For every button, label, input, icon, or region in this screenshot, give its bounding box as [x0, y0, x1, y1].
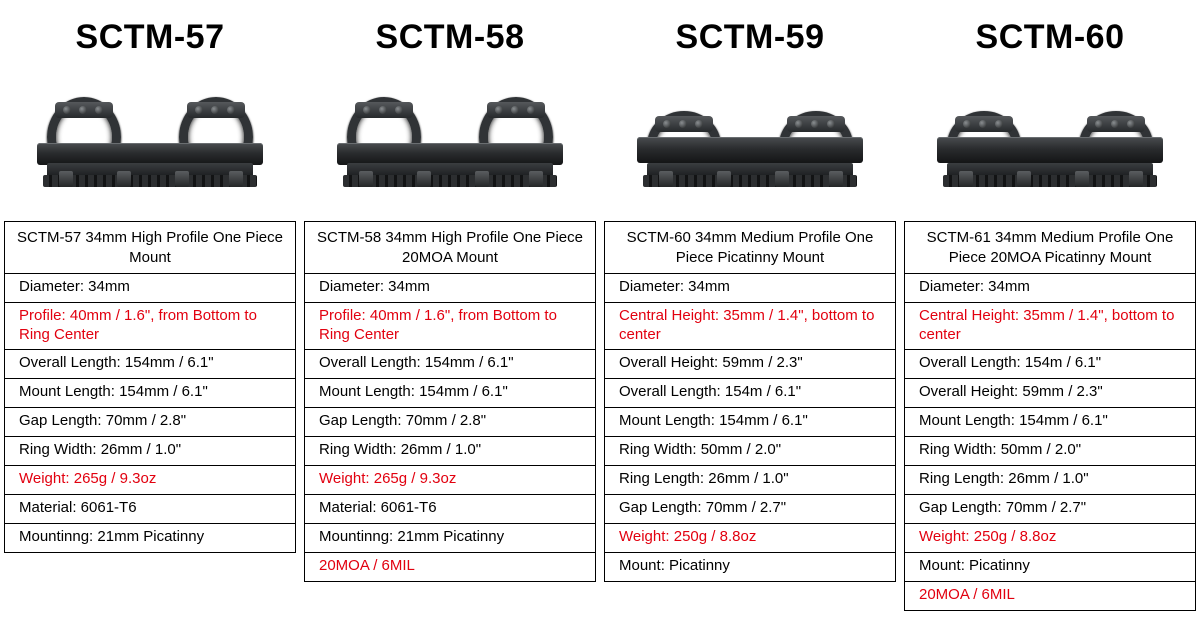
product-image-2: [304, 63, 596, 213]
spec-row: 20MOA / 6MIL: [919, 585, 1015, 603]
spec-row: Mountinng: 21mm Picatinny: [305, 524, 595, 553]
spec-row: Mount: Picatinny: [905, 553, 1195, 582]
product-title-1: SCTM-57: [75, 18, 225, 56]
ring-screw: [1127, 120, 1135, 128]
spec-row: Gap Length: 70mm / 2.7": [905, 495, 1195, 524]
spec-row: Diameter: 34mm: [5, 274, 295, 303]
ring-screw: [1095, 120, 1103, 128]
ring-screw: [979, 120, 987, 128]
ring-screw: [95, 106, 103, 114]
ring-cap: [487, 102, 545, 118]
scope-mount-illustration: [625, 85, 875, 205]
ring-cap: [955, 116, 1013, 132]
product-image-1: [4, 63, 296, 213]
scope-mount-illustration: [325, 85, 575, 205]
ring-screw: [695, 120, 703, 128]
scope-mount-illustration: [925, 85, 1175, 205]
ring-screw: [995, 120, 1003, 128]
spec-table-header: SCTM-57 34mm High Profile One Piece Mount: [5, 222, 295, 274]
ring-screw: [211, 106, 219, 114]
spec-row: Mount Length: 154mm / 6.1": [905, 408, 1195, 437]
ring-screw: [827, 120, 835, 128]
spec-row: Ring Width: 26mm / 1.0": [305, 437, 595, 466]
spec-table-2: [304, 221, 596, 582]
ring-screw: [963, 120, 971, 128]
ring-screw: [527, 106, 535, 114]
mount-body: [937, 137, 1163, 163]
ring-screw: [495, 106, 503, 114]
picatinny-rail: [343, 175, 557, 187]
clamp-bolt: [1075, 171, 1089, 187]
product-title-3: SCTM-59: [675, 18, 825, 56]
spec-table-header: SCTM-60 34mm Medium Profile One Piece Picatinny Mount: [605, 222, 895, 274]
spec-table-3: [604, 221, 896, 582]
spec-row: Diameter: 34mm: [605, 274, 895, 303]
clamp-bolt: [175, 171, 189, 187]
spec-row: Ring Width: 50mm / 2.0": [605, 437, 895, 466]
spec-row: Central Height: 35mm / 1.4", bottom to center: [605, 303, 895, 350]
mount-body: [637, 137, 863, 163]
scope-mount-illustration: [25, 85, 275, 205]
spec-row: Gap Length: 70mm / 2.8": [305, 408, 595, 437]
clamp-bolt: [59, 171, 73, 187]
spec-row: Profile: 40mm / 1.6", from Bottom to Ring Center: [305, 303, 595, 350]
ring-screw: [795, 120, 803, 128]
clamp-bolt: [359, 171, 373, 187]
spec-row: Mountinng: 21mm Picatinny: [19, 527, 205, 545]
spec-row: Profile: 40mm / 1.6", from Bottom to Ring Center: [5, 303, 295, 350]
ring-cap: [55, 102, 113, 118]
ring-screw: [511, 106, 519, 114]
ring-screw: [663, 120, 671, 128]
spec-row: Overall Height: 59mm / 2.3": [605, 350, 895, 379]
spec-row: Mount Length: 154mm / 6.1": [5, 379, 295, 408]
ring-screw: [379, 106, 387, 114]
clamp-bolt: [717, 171, 731, 187]
spec-row: Ring Width: 26mm / 1.0": [5, 437, 295, 466]
spec-row: Weight: 265g / 9.3oz: [5, 466, 295, 495]
ring-screw: [395, 106, 403, 114]
product-title-2: SCTM-58: [375, 18, 525, 56]
clamp-bolt: [659, 171, 673, 187]
product-column-4: [900, 0, 1200, 638]
spec-table-header: SCTM-61 34mm Medium Profile One Piece 20MOA Picatinny Mount: [905, 222, 1195, 274]
clamp-bolt: [229, 171, 243, 187]
picatinny-rail: [943, 175, 1157, 187]
spec-row: Central Height: 35mm / 1.4", bottom to center: [905, 303, 1195, 350]
ring-screw: [679, 120, 687, 128]
ring-screw: [79, 106, 87, 114]
ring-screw: [1111, 120, 1119, 128]
spec-row: Ring Width: 50mm / 2.0": [905, 437, 1195, 466]
ring-screw: [195, 106, 203, 114]
product-image-3: [604, 63, 896, 213]
ring-screw: [227, 106, 235, 114]
spec-table-4: [904, 221, 1196, 611]
ring-screw: [63, 106, 71, 114]
product-column-3: [600, 0, 900, 638]
spec-row: Mount Length: 154mm / 6.1": [605, 408, 895, 437]
clamp-bolt: [417, 171, 431, 187]
spec-row: Diameter: 34mm: [905, 274, 1195, 303]
product-column-1: [0, 0, 300, 638]
spec-row: Overall Height: 59mm / 2.3": [905, 379, 1195, 408]
spec-table-header: SCTM-58 34mm High Profile One Piece 20MOA Mount: [305, 222, 595, 274]
spec-row: Gap Length: 70mm / 2.8": [5, 408, 295, 437]
spec-row: Material: 6061-T6: [5, 495, 295, 524]
ring-cap: [655, 116, 713, 132]
ring-cap: [1087, 116, 1145, 132]
picatinny-rail: [643, 175, 857, 187]
spec-row: Overall Length: 154mm / 6.1": [305, 350, 595, 379]
spec-table-1: [4, 221, 296, 553]
ring-screw: [811, 120, 819, 128]
clamp-bolt: [1017, 171, 1031, 187]
clamp-bolt: [1129, 171, 1143, 187]
spec-row: Weight: 265g / 9.3oz: [305, 466, 595, 495]
product-title-4: SCTM-60: [975, 18, 1125, 56]
ring-cap: [187, 102, 245, 118]
product-column-2: [300, 0, 600, 638]
clamp-bolt: [475, 171, 489, 187]
spec-row: Mount Length: 154mm / 6.1": [305, 379, 595, 408]
spec-row: Ring Length: 26mm / 1.0": [605, 466, 895, 495]
spec-row: 20MOA / 6MIL: [319, 556, 415, 574]
spec-row: Diameter: 34mm: [305, 274, 595, 303]
clamp-bolt: [529, 171, 543, 187]
clamp-bolt: [959, 171, 973, 187]
product-image-4: [904, 63, 1196, 213]
ring-cap: [355, 102, 413, 118]
clamp-bolt: [117, 171, 131, 187]
spec-row: Gap Length: 70mm / 2.7": [605, 495, 895, 524]
mount-body: [37, 143, 263, 165]
spec-row: Weight: 250g / 8.8oz: [605, 524, 895, 553]
spec-row: Overall Length: 154m / 6.1": [905, 350, 1195, 379]
ring-screw: [363, 106, 371, 114]
spec-row: Weight: 250g / 8.8oz: [905, 524, 1195, 553]
spec-row: Ring Length: 26mm / 1.0": [905, 466, 1195, 495]
picatinny-rail: [43, 175, 257, 187]
ring-cap: [787, 116, 845, 132]
mount-body: [337, 143, 563, 165]
clamp-bolt: [775, 171, 789, 187]
spec-row: Mount: Picatinny: [619, 556, 730, 574]
spec-row: Overall Length: 154m / 6.1": [605, 379, 895, 408]
spec-row: Overall Length: 154mm / 6.1": [5, 350, 295, 379]
spec-row: Material: 6061-T6: [305, 495, 595, 524]
clamp-bolt: [829, 171, 843, 187]
